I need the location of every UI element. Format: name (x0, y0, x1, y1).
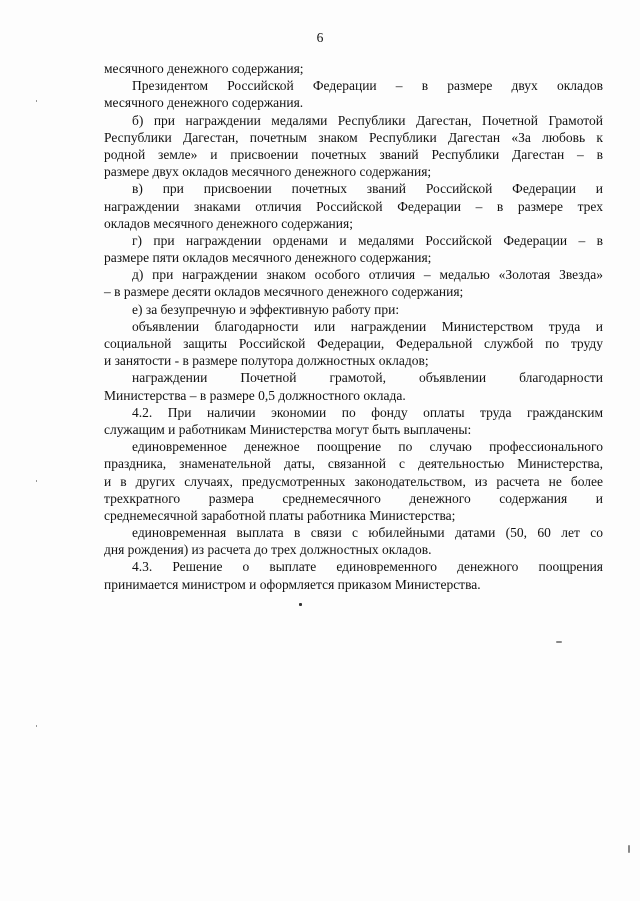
text-line: трехкратного размера среднемесячного денежного содержания и (104, 490, 603, 506)
text-line: месячного денежного содержания; (104, 61, 304, 76)
document-body (104, 60, 603, 593)
text-line: родной земле» и присвоении почетных званий Республики Дагестан – в (104, 146, 603, 162)
text-line: праздника, знаменательной даты, связанной с деятельностью Министерства, (104, 456, 603, 472)
text-line: – в размере десяти окладов месячного денежного содержания; (104, 284, 464, 300)
text-line: окладов месячного денежного содержания; (104, 215, 353, 231)
scan-speck (556, 641, 562, 643)
text-line: д) при награждении знаком особого отличия – медалью «Золотая Звезда» (132, 267, 603, 283)
text-line: г) при награждении орденами и медалями Российской Федерации – в (132, 232, 603, 248)
text-line: принимается министром и оформляется приказом Министерства. (104, 576, 481, 592)
scan-speck (36, 480, 37, 482)
text-line: размере двух окладов месячного денежного содержания; (104, 164, 432, 180)
text-line: Президентом Российской Федерации – в размере двух окладов (132, 78, 603, 94)
text-line: б) при награждении медалями Республики Дагестан, Почетной Грамотой (132, 112, 603, 128)
scan-speck (36, 725, 37, 727)
text-line: Республики Дагестан, почетным знаком Республики Дагестан «За любовь к (104, 129, 603, 145)
text-line: 4.3. Решение о выплате единовременного денежного поощрения (132, 559, 603, 575)
text-line: и занятости - в размере полутора должностных окладов; (104, 353, 429, 369)
text-line: награждении знаками отличия Российской Федерации – в размере трех (104, 198, 603, 214)
text-line: объявлении благодарности или награждении Министерством труда и (132, 318, 603, 334)
text-line: 4.2. При наличии экономии по фонду оплаты труда гражданским (132, 404, 603, 420)
text-line: Министерства – в размере 0,5 должностного оклада. (104, 387, 406, 403)
scan-speck (36, 100, 37, 102)
text-line: единовременная выплата в связи с юбилейными датами (50, 60 лет со (132, 525, 603, 541)
page-number: 6 (316, 30, 324, 45)
scan-speck (299, 603, 302, 606)
text-line: в) при присвоении почетных званий Российской Федерации и (132, 181, 603, 197)
text-line: награждении Почетной грамотой, объявлении благодарности (132, 370, 603, 386)
text-line: месячного денежного содержания. (104, 95, 304, 111)
text-line: единовременное денежное поощрение по случаю профессионального (132, 439, 603, 455)
text-line: и в других случаях, предусмотренных законодательством, из расчета не более (104, 473, 603, 489)
text-line: е) за безупречную и эффективную работу при: (132, 301, 400, 317)
text-line: дня рождения) из расчета до трех должностных окладов. (104, 542, 432, 558)
scan-speck (628, 845, 630, 853)
text-line: среднемесячной заработной платы работника Министерства; (104, 507, 456, 523)
text-line: служащим и работникам Министерства могут быть выплачены: (104, 421, 472, 437)
text-line: социальной защиты Российской Федерации, Федеральной службой по труду (104, 336, 603, 351)
text-line: размере пяти окладов месячного денежного содержания; (104, 250, 432, 266)
